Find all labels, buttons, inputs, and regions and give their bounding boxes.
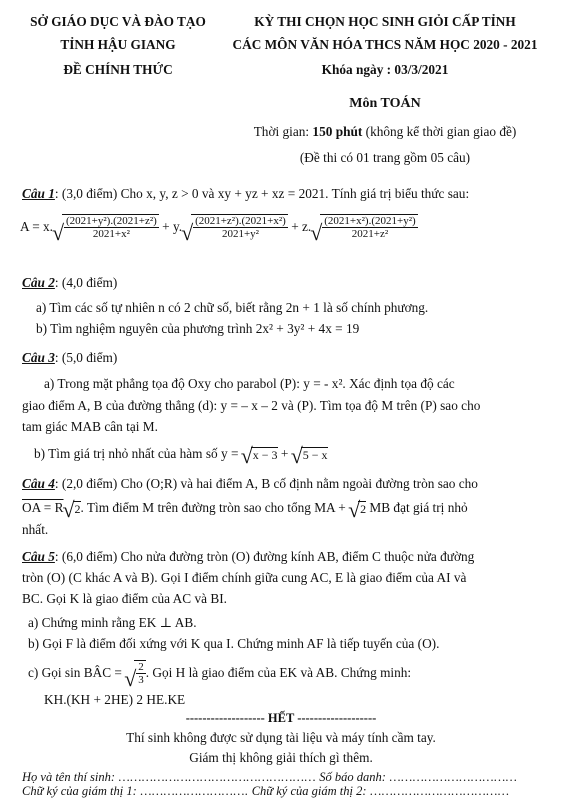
- sqrt-term-3: √ $\frac{\text{(2021+x²).(2021+y²)}}{\text{2021+z²}}$: [320, 214, 417, 240]
- question-3-label: Câu 3: [22, 350, 55, 365]
- official-label: ĐỀ CHÍNH THỨC: [63, 62, 173, 77]
- question-1-expression: A = x. √ $\frac{\text{(2021+y²).(2021+z²)}}{\text{2021+x²}}$ + y. √ $\frac{\text{(2021+z²).(2021+x²)}}{\text{2021+y²}}$ + z. √ $\frac{\text{(2021+x²).(2021+y²)}}{\text{2021+z²}}$: [20, 214, 418, 274]
- subject-title: Môn TOÁN: [349, 96, 421, 111]
- question-3a-line3: tam giác MAB cân tại M.: [22, 419, 158, 434]
- question-3a-line1: a) Trong mặt phẳng tọa độ Oxy cho parabol (P): y = - x². Xác định tọa độ các: [44, 376, 455, 391]
- sqrt-2-b: √ 2: [358, 501, 366, 517]
- exam-date: Khóa ngày : 03/3/2021: [321, 62, 449, 77]
- question-5c: c) Gọi sin BÂC = √ $\frac{2}{3}$ . Gọi H là giao điểm của EK và AB. Chứng minh:: [28, 660, 411, 686]
- sqrt-term-1: √ $\frac{\text{(2021+y²).(2021+z²)}}{\text{2021+x²}}$: [62, 214, 159, 240]
- question-4-label: Câu 4: [22, 476, 55, 491]
- sqrt-5-minus-x: √ 5 − x: [301, 447, 328, 463]
- question-5-line3: BC. Gọi K là giao điểm của AC và BI.: [22, 591, 227, 606]
- province-name: TỈNH HẬU GIANG: [60, 37, 176, 52]
- exam-title: KỲ THI CHỌN HỌC SINH GIỎI CẤP TỈNH: [254, 14, 516, 29]
- department-name: SỞ GIÁO DỤC VÀ ĐÀO TẠO: [30, 14, 206, 29]
- time-allowed: Thời gian: 150 phút (không kể thời gian giao đề): [253, 124, 517, 139]
- question-3a-line2: giao điểm A, B của đường thẳng (d): y = – x – 2 và (P). Tìm tọa độ M trên (P) sao cho: [22, 398, 481, 413]
- question-2-label: Câu 2: [22, 275, 55, 290]
- question-3: Câu 3: (5,0 điểm): [22, 350, 118, 365]
- question-1: Câu 1: (3,0 điểm) Cho x, y, z > 0 và xy + yz + xz = 2021. Tính giá trị biểu thức sau:: [22, 186, 470, 201]
- question-5-line2: tròn (O) (C khác A và B). Gọi I điểm chính giữa cung AC, E là giao điểm của AI và: [22, 570, 467, 585]
- question-3b: b) Tìm giá trị nhỏ nhất của hàm số y = √ x − 3 + √ 5 − x: [34, 446, 328, 463]
- sqrt-2: √ 2: [73, 501, 81, 517]
- end-marker: ------------------- HẾT -------------------: [185, 711, 377, 725]
- question-2: Câu 2: (4,0 điểm): [22, 275, 118, 290]
- exam-subtitle: CÁC MÔN VĂN HÓA THCS NĂM HỌC 2020 - 2021: [232, 37, 538, 52]
- question-2a: a) Tìm các số tự nhiên n có 2 chữ số, biết rằng 2n + 1 là số chính phương.: [36, 300, 429, 315]
- question-1-label: Câu 1: [22, 186, 55, 201]
- sqrt-x-minus-3: √ x − 3: [251, 447, 278, 463]
- footer-note-1: Thí sinh không được sử dụng tài liệu và máy tính cầm tay.: [126, 730, 436, 745]
- pages-note: (Đề thi có 01 trang gồm 05 câu): [299, 150, 471, 165]
- footer-note-2: Giám thị không giải thích gì thêm.: [189, 750, 373, 765]
- question-2b: b) Tìm nghiệm nguyên của phương trình 2x² + 3y² + 4x = 19: [36, 321, 360, 336]
- question-5a: a) Chứng minh rằng EK ⊥ AB.: [28, 615, 197, 630]
- sqrt-term-2: √ $\frac{\text{(2021+z²).(2021+x²)}}{\text{2021+y²}}$: [191, 214, 288, 240]
- question-4-line1: Câu 4: (2,0 điểm) Cho (O;R) và hai điểm A, B cố định nằm ngoài đường tròn sao cho: [22, 476, 478, 491]
- supervisor-signature-line: Chữ ký của giám thị 1: ………………………. Chữ ký của giám thị 2: ………………………………: [22, 784, 510, 798]
- candidate-info-line: Họ và tên thí sinh: …………………………………………… Số báo danh: ……………………………: [22, 770, 518, 784]
- question-4-line3: nhất.: [22, 522, 49, 537]
- question-5-label: Câu 5: [22, 549, 55, 564]
- question-4-line2: OA = R√ 2. Tìm điểm M trên đường tròn sao cho tổng MA + √ 2 MB đạt giá trị nhỏ: [22, 500, 468, 517]
- question-5-line1: Câu 5: (6,0 điểm) Cho nửa đường tròn (O) đường kính AB, điểm C thuộc nửa đường: [22, 549, 475, 564]
- question-5b: b) Gọi F là điểm đối xứng với K qua I. Chứng minh AF là tiếp tuyến của (O).: [28, 636, 440, 651]
- question-5c-expression: KH.(KH + 2HE) 2 HE.KE: [44, 692, 186, 707]
- sqrt-2-over-3: √ $\frac{2}{3}$: [134, 660, 146, 686]
